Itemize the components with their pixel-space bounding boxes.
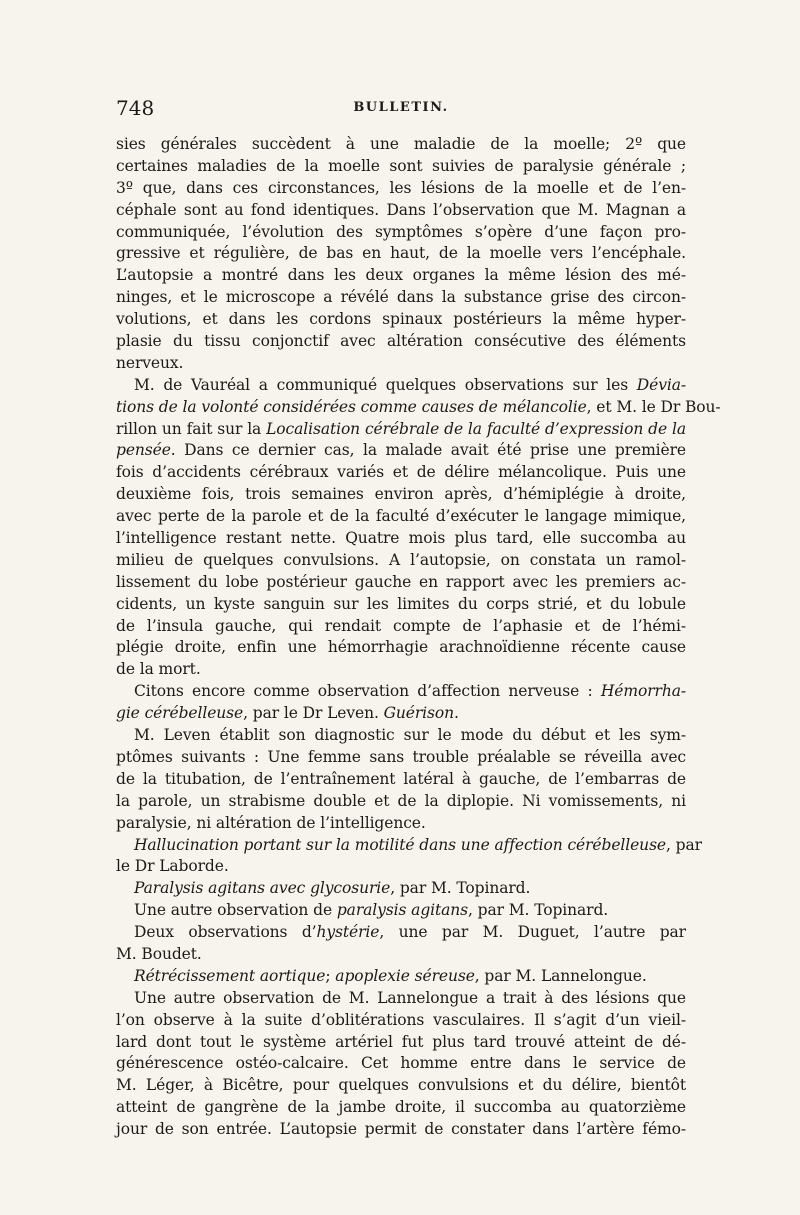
text-line: volutions, et dans les cordons spinaux postérieurs la même hyper- — [116, 310, 686, 329]
text-line: Deux observations d’hystérie, une par M. Duguet, l’autre par — [134, 923, 686, 942]
text-line: plasie du tissu conjonctif avec altération consécutive des éléments — [116, 332, 686, 351]
text-line: Citons encore comme observation d’affection nerveuse : Hémorrha- — [134, 682, 686, 701]
italic-title: Hallucination portant sur la motilité dans une affection cérébelleuse — [134, 835, 666, 854]
text-line: de l’insula gauche, qui rendait compte de l’aphasie et de l’hémi- — [116, 616, 686, 635]
text-line: cidents, un kyste sanguin sur les limites du corps strié, et du lobule — [116, 594, 686, 613]
italic-title: apoplexie séreuse — [335, 966, 475, 985]
body-text — [116, 134, 721, 1141]
text-line: Rétrécissement aortique; apoplexie séreuse, par M. Lannelongue. — [134, 966, 647, 985]
text-line: tions de la volonté considérées comme causes de mélancolie, et M. le Dr Bou- — [116, 397, 721, 416]
text-line: milieu de quelques convulsions. A l’autopsie, on constata un ramol- — [116, 550, 686, 569]
text-line: Une autre observation de paralysis agitans, par M. Topinard. — [134, 901, 609, 920]
page-number: 748 — [116, 96, 155, 120]
text-line: lissement du lobe postérieur gauche en rapport avec les premiers ac- — [116, 572, 686, 591]
italic-title: Rétrécissement aortique — [134, 966, 326, 985]
running-head: BULLETIN. — [353, 100, 449, 115]
text-line: L’autopsie a montré dans les deux organes la même lésion des mé- — [116, 266, 686, 285]
text-line: Paralysis agitans avec glycosurie, par M. Topinard. — [134, 879, 531, 898]
italic-title: pensée — [116, 441, 171, 460]
text-line: paralysie, ni altération de l’intelligence. — [116, 813, 426, 832]
text-line: ptômes suivants : Une femme sans trouble préalable se réveilla avec — [116, 747, 686, 766]
text-line: pensée. Dans ce dernier cas, la malade avait été prise une première — [116, 441, 686, 460]
text-line: de la mort. — [116, 660, 201, 679]
text-line: jour de son entrée. L’autopsie permit de constater dans l’artère fémo- — [116, 1120, 686, 1139]
text-line: gressive et régulière, de bas en haut, de la moelle vers l’encéphale. — [116, 244, 686, 263]
text-line: le Dr Laborde. — [116, 857, 229, 876]
italic-title: Localisation cérébrale de la faculté d’expression de la — [266, 419, 686, 438]
text-line: M. Léger, à Bicêtre, pour quelques convulsions et du délire, bientôt — [116, 1076, 686, 1095]
text-line: l’on observe à la suite d’oblitérations vasculaires. Il s’agit d’un vieil- — [116, 1010, 686, 1029]
text-line: Une autre observation de M. Lannelongue a trait à des lésions que — [134, 988, 686, 1007]
italic-title: gie cérébelleuse — [116, 704, 244, 723]
text-line: plégie droite, enfin une hémorrhagie arachnoïdienne récente cause — [116, 638, 686, 657]
text-line: M. Boudet. — [116, 944, 202, 963]
text-line: l’intelligence restant nette. Quatre mois plus tard, elle succomba au — [116, 529, 686, 548]
text-line: Hallucination portant sur la motilité dans une affection cérébelleuse, par — [134, 835, 702, 854]
text-line: M. Leven établit son diagnostic sur le mode du début et les sym- — [134, 726, 686, 745]
text-line: la parole, un strabisme double et de la diplopie. Ni vomissements, ni — [116, 791, 686, 810]
italic-title: tions de la volonté considérées comme causes de mélancolie — [116, 397, 587, 416]
text-line: nerveux. — [116, 353, 184, 372]
text-line: communiquée, l’évolution des symptômes s’opère d’une façon pro- — [116, 222, 686, 241]
text-line: certaines maladies de la moelle sont suivies de paralysie générale ; — [116, 156, 686, 175]
text-line: de la titubation, de l’entraînement latéral à gauche, de l’embarras de — [116, 769, 686, 788]
text-line: ninges, et le microscope a révélé dans la substance grise des circon- — [116, 288, 686, 307]
text-line: rillon un fait sur la Localisation cérébrale de la faculté d’expression de la — [116, 419, 686, 438]
text-line: fois d’accidents cérébraux variés et de délire mélancolique. Puis une — [116, 463, 686, 482]
text-line: atteint de gangrène de la jambe droite, il succomba au quatorzième — [116, 1098, 686, 1117]
text-line: sies générales succèdent à une maladie de la moelle; 2º que — [116, 135, 686, 153]
page-header — [116, 96, 686, 126]
text-line: céphale sont au fond identiques. Dans l’observation que M. Magnan a — [116, 200, 686, 219]
text-line: générescence ostéo-calcaire. Cet homme entre dans le service de — [116, 1054, 686, 1073]
text-line: lard dont tout le système artériel fut plus tard trouvé atteint de dé- — [116, 1032, 686, 1051]
italic-title: Paralysis agitans avec glycosurie — [134, 879, 391, 898]
text-line: M. de Vauréal a communiqué quelques observations sur les Dévia- — [134, 375, 686, 394]
italic-title: Dévia- — [636, 375, 686, 394]
italic-title: paralysis agitans — [336, 901, 469, 920]
text-line: gie cérébelleuse, par le Dr Leven. Guérison. — [116, 704, 459, 723]
text-line: deuxième fois, trois semaines environ après, d’hémiplégie à droite, — [116, 485, 686, 504]
text-line: 3º que, dans ces circonstances, les lésions de la moelle et de l’en- — [116, 178, 686, 197]
text-line: avec perte de la parole et de la faculté d’exécuter le langage mimique, — [116, 507, 686, 526]
italic-title: Hémorrha- — [600, 682, 686, 701]
italic-title: Guérison — [383, 704, 454, 723]
italic-title: hystérie — [316, 923, 380, 942]
